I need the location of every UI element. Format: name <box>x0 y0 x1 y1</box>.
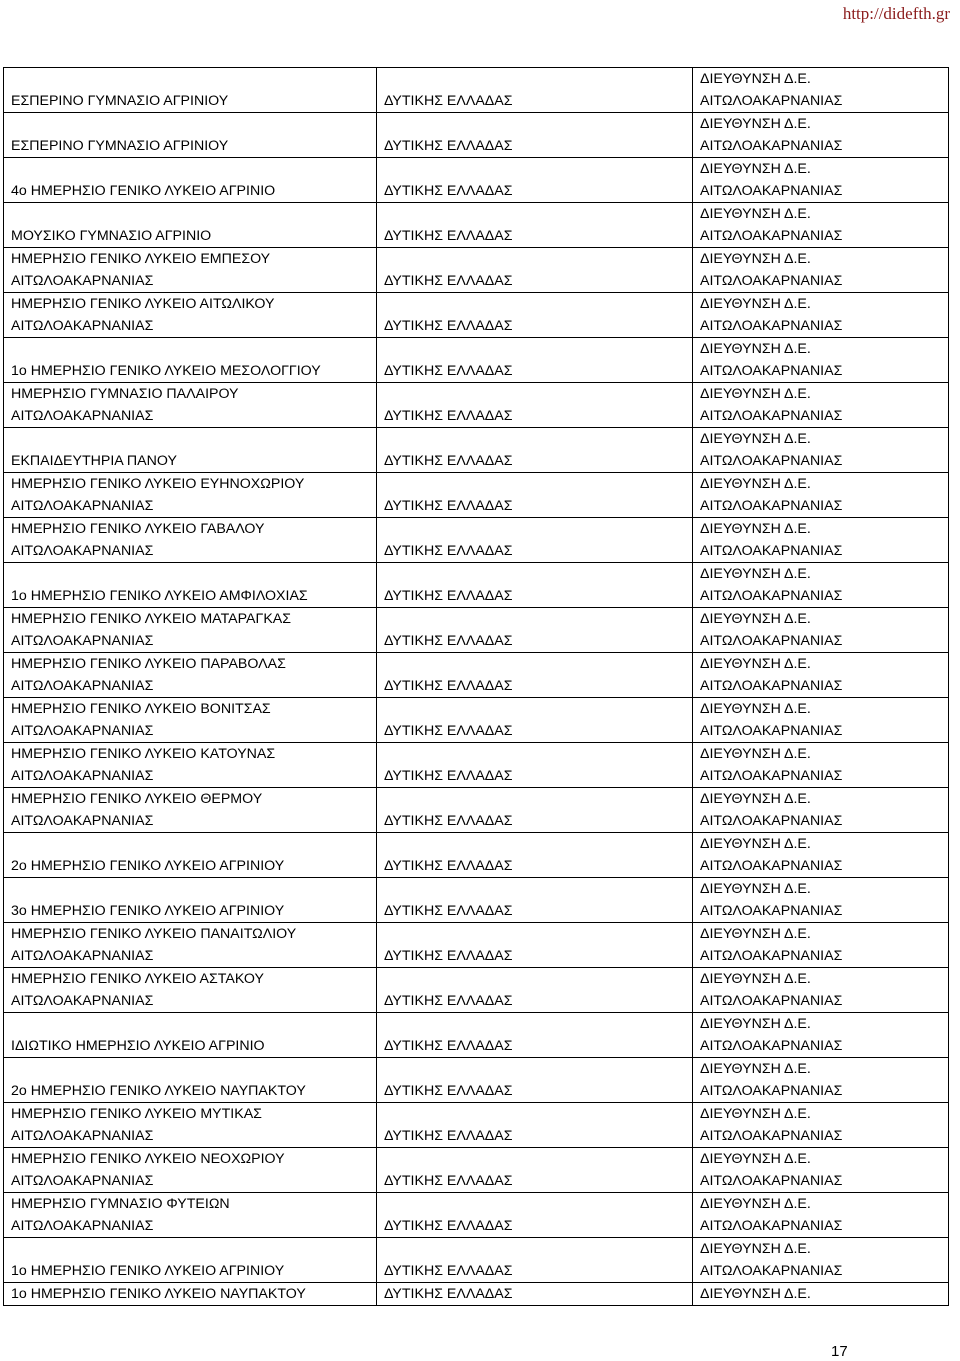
region-cell-text: ΔΥΤΙΚΗΣ ΕΛΛΑΔΑΣ <box>384 453 513 469</box>
school-cell <box>4 113 377 158</box>
region-cell <box>377 788 693 833</box>
region-cell <box>377 698 693 743</box>
directorate-cell-line: ΔΙΕΥΘΥΝΣΗ Δ.Ε. <box>700 161 811 177</box>
region-cell <box>377 1238 693 1283</box>
directorate-cell-line: ΔΙΕΥΘΥΝΣΗ Δ.Ε. <box>700 611 811 627</box>
region-cell <box>377 1013 693 1058</box>
school-cell <box>4 1238 377 1283</box>
directorate-cell <box>693 1193 949 1238</box>
school-cell-line: ΗΜΕΡΗΣΙΟ ΓΕΝΙΚΟ ΛΥΚΕΙΟ ΜΑΤΑΡΑΓΚΑΣ <box>11 611 292 627</box>
directorate-cell-line: ΑΙΤΩΛΟΑΚΑΡΝΑΝΙΑΣ <box>700 1218 843 1234</box>
directorate-cell-line: ΑΙΤΩΛΟΑΚΑΡΝΑΝΙΑΣ <box>700 993 843 1009</box>
region-cell-text: ΔΥΤΙΚΗΣ ΕΛΛΑΔΑΣ <box>384 1286 513 1302</box>
school-cell <box>4 473 377 518</box>
table-row <box>4 158 949 203</box>
directorate-cell <box>693 923 949 968</box>
page-number: 17 <box>831 1343 848 1360</box>
directorate-cell-line: ΔΙΕΥΘΥΝΣΗ Δ.Ε. <box>700 926 811 942</box>
directorate-cell-line: ΔΙΕΥΘΥΝΣΗ Δ.Ε. <box>700 251 811 267</box>
directorate-cell-line: ΔΙΕΥΘΥΝΣΗ Δ.Ε. <box>700 1106 811 1122</box>
table-row <box>4 608 949 653</box>
schools-table-body <box>4 68 949 1306</box>
table-row <box>4 248 949 293</box>
directorate-cell-line: ΔΙΕΥΘΥΝΣΗ Δ.Ε. <box>700 476 811 492</box>
directorate-cell-line: ΑΙΤΩΛΟΑΚΑΡΝΑΝΙΑΣ <box>700 1083 843 1099</box>
school-cell <box>4 1103 377 1148</box>
region-cell <box>377 1058 693 1103</box>
school-cell <box>4 383 377 428</box>
region-cell-text: ΔΥΤΙΚΗΣ ΕΛΛΑΔΑΣ <box>384 993 513 1009</box>
directorate-cell-line: ΔΙΕΥΘΥΝΣΗ Δ.Ε. <box>700 521 811 537</box>
school-cell-line: ΑΙΤΩΛΟΑΚΑΡΝΑΝΙΑΣ <box>11 678 154 694</box>
school-cell-line: ΗΜΕΡΗΣΙΟ ΓΕΝΙΚΟ ΛΥΚΕΙΟ ΒΟΝΙΤΣΑΣ <box>11 701 271 717</box>
school-cell-line: 3ο ΗΜΕΡΗΣΙΟ ΓΕΝΙΚΟ ΛΥΚΕΙΟ ΑΓΡΙΝΙΟΥ <box>11 903 285 919</box>
directorate-cell <box>693 248 949 293</box>
directorate-cell <box>693 833 949 878</box>
region-cell <box>377 1193 693 1238</box>
school-cell <box>4 68 377 113</box>
directorate-cell-line: ΑΙΤΩΛΟΑΚΑΡΝΑΝΙΑΣ <box>700 408 843 424</box>
school-cell-line: 2ο ΗΜΕΡΗΣΙΟ ΓΕΝΙΚΟ ΛΥΚΕΙΟ ΝΑΥΠΑΚΤΟΥ <box>11 1083 306 1099</box>
region-cell-text: ΔΥΤΙΚΗΣ ΕΛΛΑΔΑΣ <box>384 858 513 874</box>
directorate-cell-line: ΑΙΤΩΛΟΑΚΑΡΝΑΝΙΑΣ <box>700 93 843 109</box>
table-row <box>4 383 949 428</box>
school-cell-line: ΗΜΕΡΗΣΙΟ ΓΕΝΙΚΟ ΛΥΚΕΙΟ ΘΕΡΜΟΥ <box>11 791 263 807</box>
school-cell <box>4 293 377 338</box>
region-cell <box>377 608 693 653</box>
school-cell-line: ΑΙΤΩΛΟΑΚΑΡΝΑΝΙΑΣ <box>11 543 154 559</box>
directorate-cell-line: ΑΙΤΩΛΟΑΚΑΡΝΑΝΙΑΣ <box>700 318 843 334</box>
school-cell-line: ΑΙΤΩΛΟΑΚΑΡΝΑΝΙΑΣ <box>11 1218 154 1234</box>
directorate-cell <box>693 968 949 1013</box>
region-cell <box>377 113 693 158</box>
site-link[interactable]: http://didefth.gr <box>842 4 950 23</box>
table-row <box>4 563 949 608</box>
directorate-cell-line: ΔΙΕΥΘΥΝΣΗ Δ.Ε. <box>700 1241 811 1257</box>
school-cell <box>4 653 377 698</box>
school-cell <box>4 608 377 653</box>
directorate-cell <box>693 473 949 518</box>
school-cell-line: ΑΙΤΩΛΟΑΚΑΡΝΑΝΙΑΣ <box>11 408 154 424</box>
school-cell <box>4 1058 377 1103</box>
school-cell <box>4 923 377 968</box>
school-cell-line: 4ο ΗΜΕΡΗΣΙΟ ΓΕΝΙΚΟ ΛΥΚΕΙΟ ΑΓΡΙΝΙΟ <box>11 183 276 199</box>
directorate-cell-line: ΑΙΤΩΛΟΑΚΑΡΝΑΝΙΑΣ <box>700 273 843 289</box>
directorate-cell-line: ΑΙΤΩΛΟΑΚΑΡΝΑΝΙΑΣ <box>700 363 843 379</box>
directorate-cell-line: ΑΙΤΩΛΟΑΚΑΡΝΑΝΙΑΣ <box>700 1263 843 1279</box>
directorate-cell-line: ΔΙΕΥΘΥΝΣΗ Δ.Ε. <box>700 1151 811 1167</box>
region-cell-text: ΔΥΤΙΚΗΣ ΕΛΛΑΔΑΣ <box>384 768 513 784</box>
school-cell-line: ΗΜΕΡΗΣΙΟ ΓΕΝΙΚΟ ΛΥΚΕΙΟ ΠΑΡΑΒΟΛΑΣ <box>11 656 286 672</box>
school-cell-line: ΑΙΤΩΛΟΑΚΑΡΝΑΝΙΑΣ <box>11 498 154 514</box>
directorate-cell-line: ΔΙΕΥΘΥΝΣΗ Δ.Ε. <box>700 206 811 222</box>
directorate-cell <box>693 383 949 428</box>
region-cell <box>377 1148 693 1193</box>
region-cell <box>377 968 693 1013</box>
school-cell <box>4 788 377 833</box>
table-row <box>4 1238 949 1283</box>
directorate-cell <box>693 158 949 203</box>
region-cell <box>377 923 693 968</box>
directorate-cell <box>693 68 949 113</box>
region-cell <box>377 383 693 428</box>
region-cell-text: ΔΥΤΙΚΗΣ ΕΛΛΑΔΑΣ <box>384 183 513 199</box>
directorate-cell <box>693 518 949 563</box>
directorate-cell-line: ΑΙΤΩΛΟΑΚΑΡΝΑΝΙΑΣ <box>700 543 843 559</box>
school-cell-line: 2ο ΗΜΕΡΗΣΙΟ ΓΕΝΙΚΟ ΛΥΚΕΙΟ ΑΓΡΙΝΙΟΥ <box>11 858 285 874</box>
region-cell-text: ΔΥΤΙΚΗΣ ΕΛΛΑΔΑΣ <box>384 813 513 829</box>
directorate-cell <box>693 788 949 833</box>
region-cell <box>377 203 693 248</box>
region-cell-text: ΔΥΤΙΚΗΣ ΕΛΛΑΔΑΣ <box>384 138 513 154</box>
school-cell-line: ΑΙΤΩΛΟΑΚΑΡΝΑΝΙΑΣ <box>11 273 154 289</box>
region-cell-text: ΔΥΤΙΚΗΣ ΕΛΛΑΔΑΣ <box>384 318 513 334</box>
region-cell-text: ΔΥΤΙΚΗΣ ΕΛΛΑΔΑΣ <box>384 498 513 514</box>
directorate-cell <box>693 293 949 338</box>
school-cell <box>4 743 377 788</box>
school-cell-line: ΗΜΕΡΗΣΙΟ ΓΕΝΙΚΟ ΛΥΚΕΙΟ ΕΥΗΝΟΧΩΡΙΟΥ <box>11 476 305 492</box>
directorate-cell <box>693 878 949 923</box>
directorate-cell-line: ΑΙΤΩΛΟΑΚΑΡΝΑΝΙΑΣ <box>700 498 843 514</box>
school-cell-line: ΕΚΠΑΙΔΕΥΤΗΡΙΑ ΠΑΝΟΥ <box>11 453 177 469</box>
region-cell <box>377 1103 693 1148</box>
school-cell-line: 1ο ΗΜΕΡΗΣΙΟ ΓΕΝΙΚΟ ΛΥΚΕΙΟ ΜΕΣΟΛΟΓΓΙΟΥ <box>11 363 321 379</box>
region-cell-text: ΔΥΤΙΚΗΣ ΕΛΛΑΔΑΣ <box>384 1083 513 1099</box>
school-cell-line: ΗΜΕΡΗΣΙΟ ΓΥΜΝΑΣΙΟ ΠΑΛΑΙΡΟΥ <box>11 386 239 402</box>
table-row <box>4 203 949 248</box>
school-cell-line: ΑΙΤΩΛΟΑΚΑΡΝΑΝΙΑΣ <box>11 633 154 649</box>
school-cell-line: ΕΣΠΕΡΙΝΟ ΓΥΜΝΑΣΙΟ ΑΓΡΙΝΙΟΥ <box>11 93 229 109</box>
school-cell-line: ΑΙΤΩΛΟΑΚΑΡΝΑΝΙΑΣ <box>11 723 154 739</box>
region-cell <box>377 338 693 383</box>
region-cell <box>377 1283 693 1306</box>
directorate-cell-line: ΑΙΤΩΛΟΑΚΑΡΝΑΝΙΑΣ <box>700 903 843 919</box>
school-cell <box>4 1193 377 1238</box>
school-cell-line: ΑΙΤΩΛΟΑΚΑΡΝΑΝΙΑΣ <box>11 993 154 1009</box>
directorate-cell-line: ΔΙΕΥΘΥΝΣΗ Δ.Ε. <box>700 836 811 852</box>
directorate-cell-line: ΑΙΤΩΛΟΑΚΑΡΝΑΝΙΑΣ <box>700 588 843 604</box>
table-row <box>4 68 949 113</box>
directorate-cell-line: ΑΙΤΩΛΟΑΚΑΡΝΑΝΙΑΣ <box>700 678 843 694</box>
directorate-cell <box>693 698 949 743</box>
region-cell-text: ΔΥΤΙΚΗΣ ΕΛΛΑΔΑΣ <box>384 948 513 964</box>
school-cell <box>4 158 377 203</box>
table-row <box>4 653 949 698</box>
directorate-cell-line: ΔΙΕΥΘΥΝΣΗ Δ.Ε. <box>700 341 811 357</box>
region-cell-text: ΔΥΤΙΚΗΣ ΕΛΛΑΔΑΣ <box>384 1173 513 1189</box>
table-row <box>4 1283 949 1306</box>
directorate-cell <box>693 1058 949 1103</box>
school-cell-line: ΗΜΕΡΗΣΙΟ ΓΕΝΙΚΟ ΛΥΚΕΙΟ ΑΙΤΩΛΙΚΟΥ <box>11 296 275 312</box>
region-cell <box>377 743 693 788</box>
directorate-cell-line: ΔΙΕΥΘΥΝΣΗ Δ.Ε. <box>700 296 811 312</box>
directorate-cell-line: ΑΙΤΩΛΟΑΚΑΡΝΑΝΙΑΣ <box>700 453 843 469</box>
school-cell <box>4 1283 377 1306</box>
directorate-cell-line: ΔΙΕΥΘΥΝΣΗ Δ.Ε. <box>700 1016 811 1032</box>
directorate-cell-line: ΑΙΤΩΛΟΑΚΑΡΝΑΝΙΑΣ <box>700 813 843 829</box>
region-cell <box>377 293 693 338</box>
region-cell-text: ΔΥΤΙΚΗΣ ΕΛΛΑΔΑΣ <box>384 408 513 424</box>
table-row <box>4 1103 949 1148</box>
directorate-cell <box>693 428 949 473</box>
school-cell <box>4 338 377 383</box>
region-cell-text: ΔΥΤΙΚΗΣ ΕΛΛΑΔΑΣ <box>384 273 513 289</box>
table-row <box>4 518 949 563</box>
region-cell <box>377 68 693 113</box>
region-cell-text: ΔΥΤΙΚΗΣ ΕΛΛΑΔΑΣ <box>384 363 513 379</box>
directorate-cell <box>693 1013 949 1058</box>
table-row <box>4 878 949 923</box>
region-cell <box>377 518 693 563</box>
schools-table <box>3 67 949 1306</box>
school-cell <box>4 563 377 608</box>
directorate-cell-line: ΔΙΕΥΘΥΝΣΗ Δ.Ε. <box>700 656 811 672</box>
directorate-cell <box>693 338 949 383</box>
school-cell <box>4 203 377 248</box>
directorate-cell <box>693 1148 949 1193</box>
directorate-cell-line: ΔΙΕΥΘΥΝΣΗ Δ.Ε. <box>700 1286 811 1302</box>
school-cell <box>4 518 377 563</box>
region-cell-text: ΔΥΤΙΚΗΣ ΕΛΛΑΔΑΣ <box>384 633 513 649</box>
directorate-cell-line: ΔΙΕΥΘΥΝΣΗ Δ.Ε. <box>700 71 811 87</box>
directorate-cell-line: ΑΙΤΩΛΟΑΚΑΡΝΑΝΙΑΣ <box>700 858 843 874</box>
school-cell-line: ΑΙΤΩΛΟΑΚΑΡΝΑΝΙΑΣ <box>11 768 154 784</box>
region-cell-text: ΔΥΤΙΚΗΣ ΕΛΛΑΔΑΣ <box>384 228 513 244</box>
table-row <box>4 923 949 968</box>
region-cell-text: ΔΥΤΙΚΗΣ ΕΛΛΑΔΑΣ <box>384 1128 513 1144</box>
school-cell-line: ΗΜΕΡΗΣΙΟ ΓΕΝΙΚΟ ΛΥΚΕΙΟ ΚΑΤΟΥΝΑΣ <box>11 746 276 762</box>
directorate-cell <box>693 1283 949 1306</box>
school-cell-line: ΗΜΕΡΗΣΙΟ ΓΕΝΙΚΟ ΛΥΚΕΙΟ ΠΑΝΑΙΤΩΛΙΟΥ <box>11 926 297 942</box>
region-cell <box>377 248 693 293</box>
directorate-cell-line: ΔΙΕΥΘΥΝΣΗ Δ.Ε. <box>700 881 811 897</box>
directorate-cell-line: ΑΙΤΩΛΟΑΚΑΡΝΑΝΙΑΣ <box>700 228 843 244</box>
school-cell <box>4 968 377 1013</box>
directorate-cell <box>693 203 949 248</box>
directorate-cell-line: ΔΙΕΥΘΥΝΣΗ Δ.Ε. <box>700 1061 811 1077</box>
region-cell-text: ΔΥΤΙΚΗΣ ΕΛΛΑΔΑΣ <box>384 1038 513 1054</box>
region-cell <box>377 428 693 473</box>
school-cell-line: ΗΜΕΡΗΣΙΟ ΓΕΝΙΚΟ ΛΥΚΕΙΟ ΑΣΤΑΚΟΥ <box>11 971 264 987</box>
region-cell <box>377 653 693 698</box>
directorate-cell <box>693 608 949 653</box>
table-row <box>4 293 949 338</box>
table-row <box>4 743 949 788</box>
school-cell <box>4 428 377 473</box>
region-cell <box>377 473 693 518</box>
school-cell-line: 1ο ΗΜΕΡΗΣΙΟ ΓΕΝΙΚΟ ΛΥΚΕΙΟ ΝΑΥΠΑΚΤΟΥ <box>11 1286 306 1302</box>
school-cell-line: ΕΣΠΕΡΙΝΟ ΓΥΜΝΑΣΙΟ ΑΓΡΙΝΙΟΥ <box>11 138 229 154</box>
table-row <box>4 1193 949 1238</box>
school-cell-line: ΗΜΕΡΗΣΙΟ ΓΕΝΙΚΟ ΛΥΚΕΙΟ ΓΑΒΑΛΟΥ <box>11 521 265 537</box>
directorate-cell-line: ΔΙΕΥΘΥΝΣΗ Δ.Ε. <box>700 566 811 582</box>
directorate-cell-line: ΔΙΕΥΘΥΝΣΗ Δ.Ε. <box>700 791 811 807</box>
school-cell-line: ΑΙΤΩΛΟΑΚΑΡΝΑΝΙΑΣ <box>11 1173 154 1189</box>
region-cell <box>377 158 693 203</box>
school-cell-line: ΑΙΤΩΛΟΑΚΑΡΝΑΝΙΑΣ <box>11 813 154 829</box>
directorate-cell-line: ΔΙΕΥΘΥΝΣΗ Δ.Ε. <box>700 746 811 762</box>
directorate-cell <box>693 1238 949 1283</box>
school-cell <box>4 248 377 293</box>
school-cell <box>4 698 377 743</box>
directorate-cell-line: ΔΙΕΥΘΥΝΣΗ Δ.Ε. <box>700 431 811 447</box>
region-cell-text: ΔΥΤΙΚΗΣ ΕΛΛΑΔΑΣ <box>384 903 513 919</box>
school-cell <box>4 1013 377 1058</box>
directorate-cell-line: ΔΙΕΥΘΥΝΣΗ Δ.Ε. <box>700 116 811 132</box>
school-cell-line: ΗΜΕΡΗΣΙΟ ΓΕΝΙΚΟ ΛΥΚΕΙΟ ΜΥΤΙΚΑΣ <box>11 1106 262 1122</box>
directorate-cell-line: ΔΙΕΥΘΥΝΣΗ Δ.Ε. <box>700 386 811 402</box>
directorate-cell-line: ΑΙΤΩΛΟΑΚΑΡΝΑΝΙΑΣ <box>700 948 843 964</box>
school-cell-line: 1ο ΗΜΕΡΗΣΙΟ ΓΕΝΙΚΟ ΛΥΚΕΙΟ ΑΓΡΙΝΙΟΥ <box>11 1263 285 1279</box>
school-cell-line: ΗΜΕΡΗΣΙΟ ΓΕΝΙΚΟ ΛΥΚΕΙΟ ΝΕΟΧΩΡΙΟΥ <box>11 1151 285 1167</box>
region-cell-text: ΔΥΤΙΚΗΣ ΕΛΛΑΔΑΣ <box>384 723 513 739</box>
region-cell-text: ΔΥΤΙΚΗΣ ΕΛΛΑΔΑΣ <box>384 93 513 109</box>
directorate-cell <box>693 563 949 608</box>
directorate-cell-line: ΔΙΕΥΘΥΝΣΗ Δ.Ε. <box>700 971 811 987</box>
table-row <box>4 1058 949 1103</box>
directorate-cell <box>693 653 949 698</box>
directorate-cell-line: ΑΙΤΩΛΟΑΚΑΡΝΑΝΙΑΣ <box>700 183 843 199</box>
region-cell-text: ΔΥΤΙΚΗΣ ΕΛΛΑΔΑΣ <box>384 588 513 604</box>
table-row <box>4 473 949 518</box>
school-cell <box>4 1148 377 1193</box>
directorate-cell-line: ΑΙΤΩΛΟΑΚΑΡΝΑΝΙΑΣ <box>700 768 843 784</box>
school-cell-line: ΗΜΕΡΗΣΙΟ ΓΥΜΝΑΣΙΟ ΦΥΤΕΙΩΝ <box>11 1196 230 1212</box>
region-cell <box>377 878 693 923</box>
region-cell <box>377 833 693 878</box>
directorate-cell-line: ΔΙΕΥΘΥΝΣΗ Δ.Ε. <box>700 1196 811 1212</box>
school-cell-line: ΗΜΕΡΗΣΙΟ ΓΕΝΙΚΟ ΛΥΚΕΙΟ ΕΜΠΕΣΟΥ <box>11 251 271 267</box>
table-row <box>4 113 949 158</box>
directorate-cell-line: ΑΙΤΩΛΟΑΚΑΡΝΑΝΙΑΣ <box>700 1128 843 1144</box>
directorate-cell-line: ΑΙΤΩΛΟΑΚΑΡΝΑΝΙΑΣ <box>700 1173 843 1189</box>
school-cell-line: ΑΙΤΩΛΟΑΚΑΡΝΑΝΙΑΣ <box>11 948 154 964</box>
table-row <box>4 428 949 473</box>
directorate-cell <box>693 1103 949 1148</box>
directorate-cell <box>693 113 949 158</box>
region-cell-text: ΔΥΤΙΚΗΣ ΕΛΛΑΔΑΣ <box>384 678 513 694</box>
directorate-cell-line: ΑΙΤΩΛΟΑΚΑΡΝΑΝΙΑΣ <box>700 1038 843 1054</box>
school-cell-line: ΜΟΥΣΙΚΟ ΓΥΜΝΑΣΙΟ ΑΓΡΙΝΙΟ <box>11 228 212 244</box>
school-cell-line: ΙΔΙΩΤΙΚΟ ΗΜΕΡΗΣΙΟ ΛΥΚΕΙΟ ΑΓΡΙΝΙΟ <box>11 1038 265 1054</box>
school-cell <box>4 878 377 923</box>
directorate-cell <box>693 743 949 788</box>
directorate-cell-line: ΑΙΤΩΛΟΑΚΑΡΝΑΝΙΑΣ <box>700 723 843 739</box>
school-cell <box>4 833 377 878</box>
school-cell-line: ΑΙΤΩΛΟΑΚΑΡΝΑΝΙΑΣ <box>11 318 154 334</box>
directorate-cell-line: ΑΙΤΩΛΟΑΚΑΡΝΑΝΙΑΣ <box>700 633 843 649</box>
directorate-cell-line: ΔΙΕΥΘΥΝΣΗ Δ.Ε. <box>700 701 811 717</box>
table-row <box>4 338 949 383</box>
region-cell-text: ΔΥΤΙΚΗΣ ΕΛΛΑΔΑΣ <box>384 1263 513 1279</box>
table-row <box>4 698 949 743</box>
table-row <box>4 968 949 1013</box>
table-row <box>4 1148 949 1193</box>
table-row <box>4 833 949 878</box>
directorate-cell-line: ΑΙΤΩΛΟΑΚΑΡΝΑΝΙΑΣ <box>700 138 843 154</box>
school-cell-line: ΑΙΤΩΛΟΑΚΑΡΝΑΝΙΑΣ <box>11 1128 154 1144</box>
school-cell-line: 1ο ΗΜΕΡΗΣΙΟ ΓΕΝΙΚΟ ΛΥΚΕΙΟ ΑΜΦΙΛΟΧΙΑΣ <box>11 588 308 604</box>
table-row <box>4 1013 949 1058</box>
region-cell <box>377 563 693 608</box>
region-cell-text: ΔΥΤΙΚΗΣ ΕΛΛΑΔΑΣ <box>384 1218 513 1234</box>
region-cell-text: ΔΥΤΙΚΗΣ ΕΛΛΑΔΑΣ <box>384 543 513 559</box>
table-row <box>4 788 949 833</box>
